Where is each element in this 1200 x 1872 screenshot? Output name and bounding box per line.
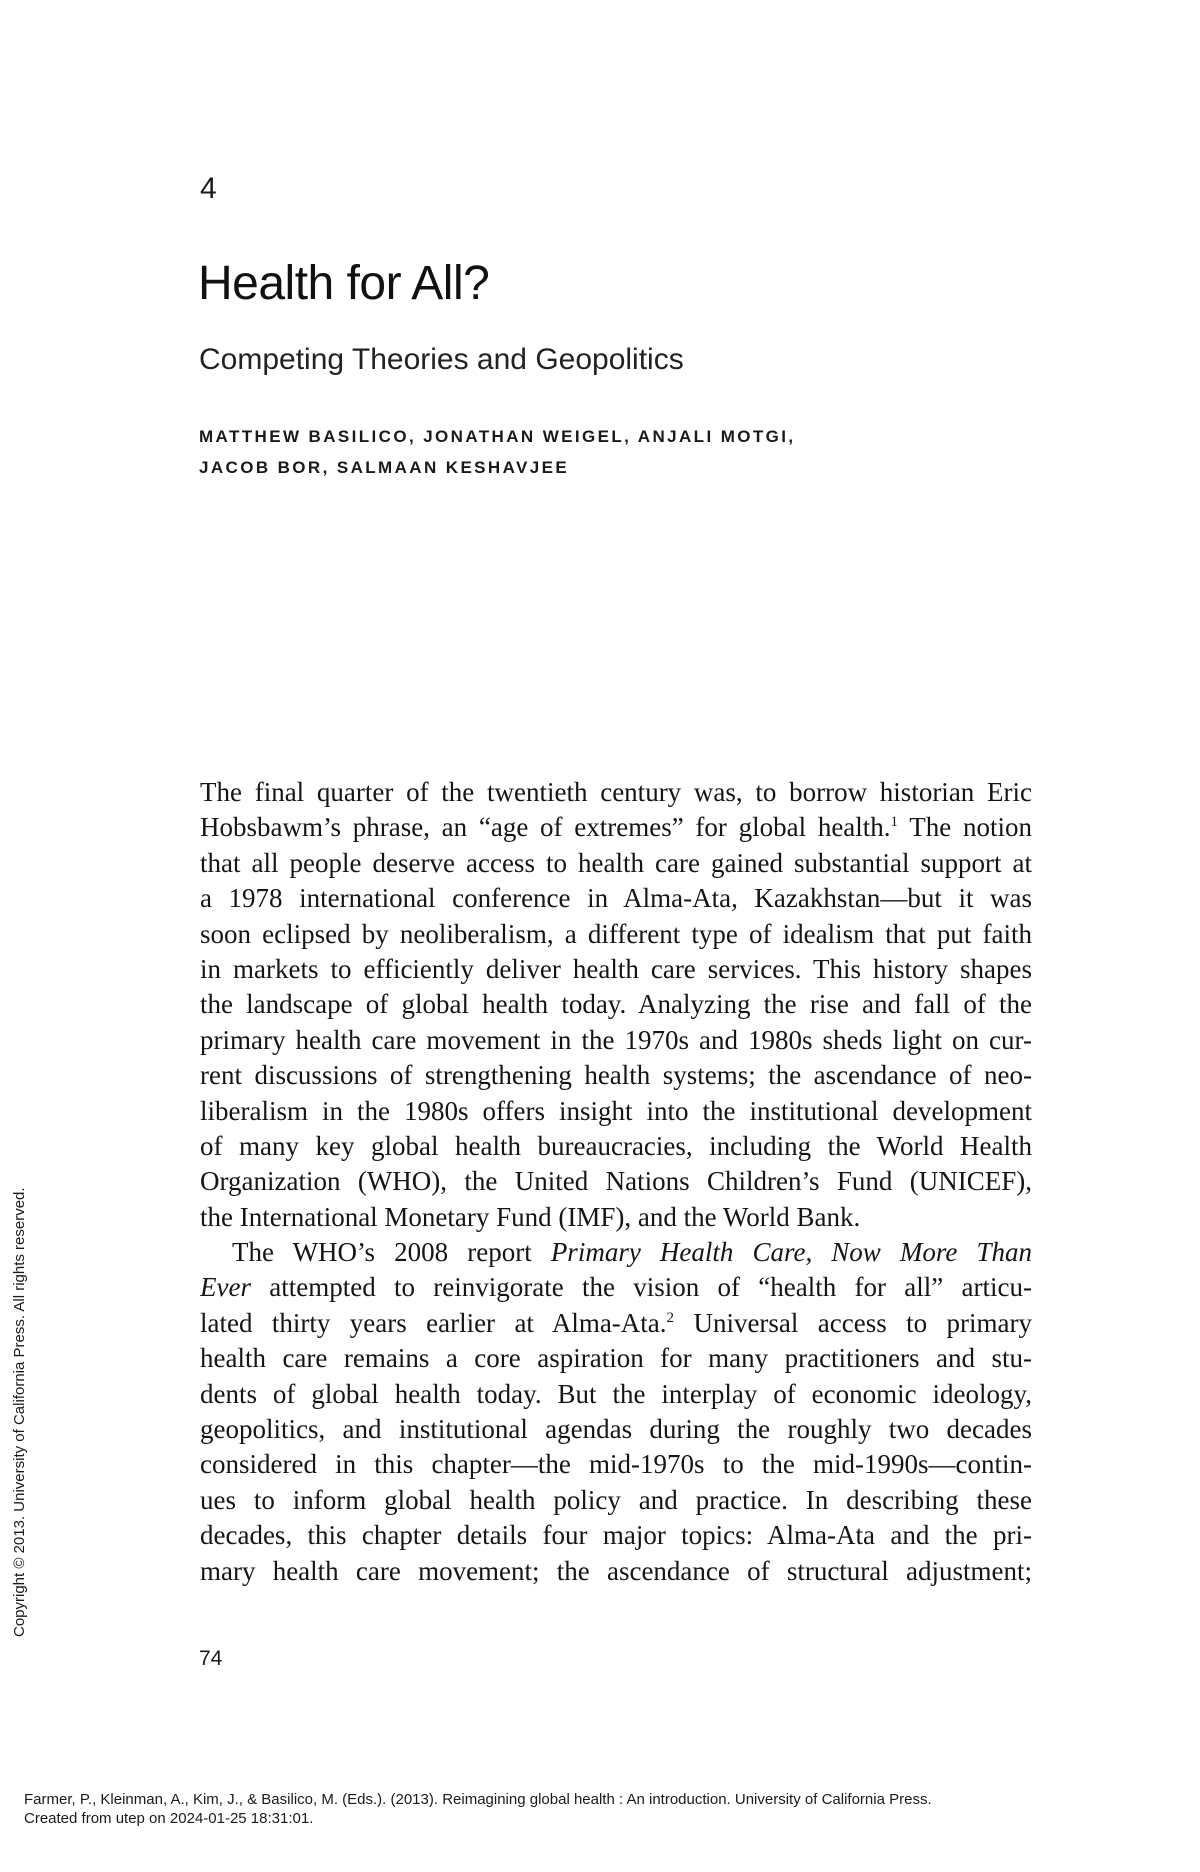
text-line: decades, this chapter details four major topics: Alma-Ata and the pri- [200,1520,1032,1551]
text-line: health care remains a core aspiration for many practitioners and stu- [200,1343,1032,1374]
citation-line: Farmer, P., Kleinman, A., Kim, J., & Basilico, M. (Eds.). (2013). Reimagining global health : An introduction. University of California Press. [24,1791,932,1808]
text-line: soon eclipsed by neoliberalism, a different type of idealism that put faith [200,918,1032,949]
chapter-number: 4 [200,172,217,205]
text-line [200,1235,1032,1270]
report-title: Ever [200,1272,251,1303]
text-line: ues to inform global health policy and practice. In describing these [200,1484,1032,1515]
text-line: a 1978 international conference in Alma-Ata, Kazakhstan—but it was [200,883,1032,914]
author-line: JACOB BOR, SALMAAN KESHAVJEE [199,458,570,477]
text-span: Universal access to primary [674,1307,1032,1338]
text-line: rent discussions of strengthening health systems; the ascendance of neo- [200,1060,1032,1091]
text-line: in markets to efficiently deliver health care services. This history shapes [200,953,1032,984]
text-span: The WHO’s 2008 report [232,1237,551,1268]
text-line: of many key global health bureaucracies, including the World Health [200,1130,1032,1161]
text-line: the landscape of global health today. Analyzing the rise and fall of the [200,989,1032,1020]
text-line: dents of global health today. But the interplay of economic ideology, [200,1378,1032,1409]
text-line: mary health care movement; the ascendance of structural adjustment; [200,1555,1032,1586]
author-list [199,421,899,483]
text-line [200,1306,1032,1341]
text-line: the International Monetary Fund (IMF), and the World Bank. [200,1201,861,1232]
body-text [200,775,1032,1589]
text-line: considered in this chapter—the mid-1970s to the mid-1990s—contin- [200,1449,1032,1480]
text-line [200,810,1032,845]
text-line: The final quarter of the twentieth century was, to borrow historian Eric [200,777,1032,807]
text-span: Hobsbawm’s phrase, an “age of extremes” for global health. [200,812,891,843]
text-span: attempted to reinvigorate the vision of “health for all” articu- [250,1272,1032,1303]
text-line: liberalism in the 1980s offers insight into the institutional development [200,1095,1032,1126]
citation-line: Created from utep on 2024-01-25 18:31:01. [24,1810,314,1827]
text-span: The notion [898,812,1032,843]
text-line [200,1270,1032,1305]
text-line: geopolitics, and institutional agendas during the roughly two decades [200,1414,1032,1445]
footnote-ref: 1 [890,814,899,831]
chapter-title: Health for All? [198,257,490,310]
text-line: primary health care movement in the 1970s and 1980s sheds light on cur- [200,1024,1032,1055]
text-span: lated thirty years earlier at Alma-Ata. [200,1307,667,1338]
text-line: Organization (WHO), the United Nations Children’s Fund (UNICEF), [200,1166,1032,1197]
chapter-subtitle: Competing Theories and Geopolitics [199,343,684,376]
page-number: 74 [199,1647,223,1670]
author-line: MATTHEW BASILICO, JONATHAN WEIGEL, ANJALI MOTGI, [199,427,796,446]
footnote-ref: 2 [666,1309,675,1326]
report-title: Primary Health Care, Now More Than [550,1237,1032,1268]
copyright-notice: Copyright © 2013. University of California Press. All rights reserved. [11,1187,28,1637]
text-line: that all people deserve access to health care gained substantial support at [200,847,1032,878]
citation-footer [24,1790,932,1828]
